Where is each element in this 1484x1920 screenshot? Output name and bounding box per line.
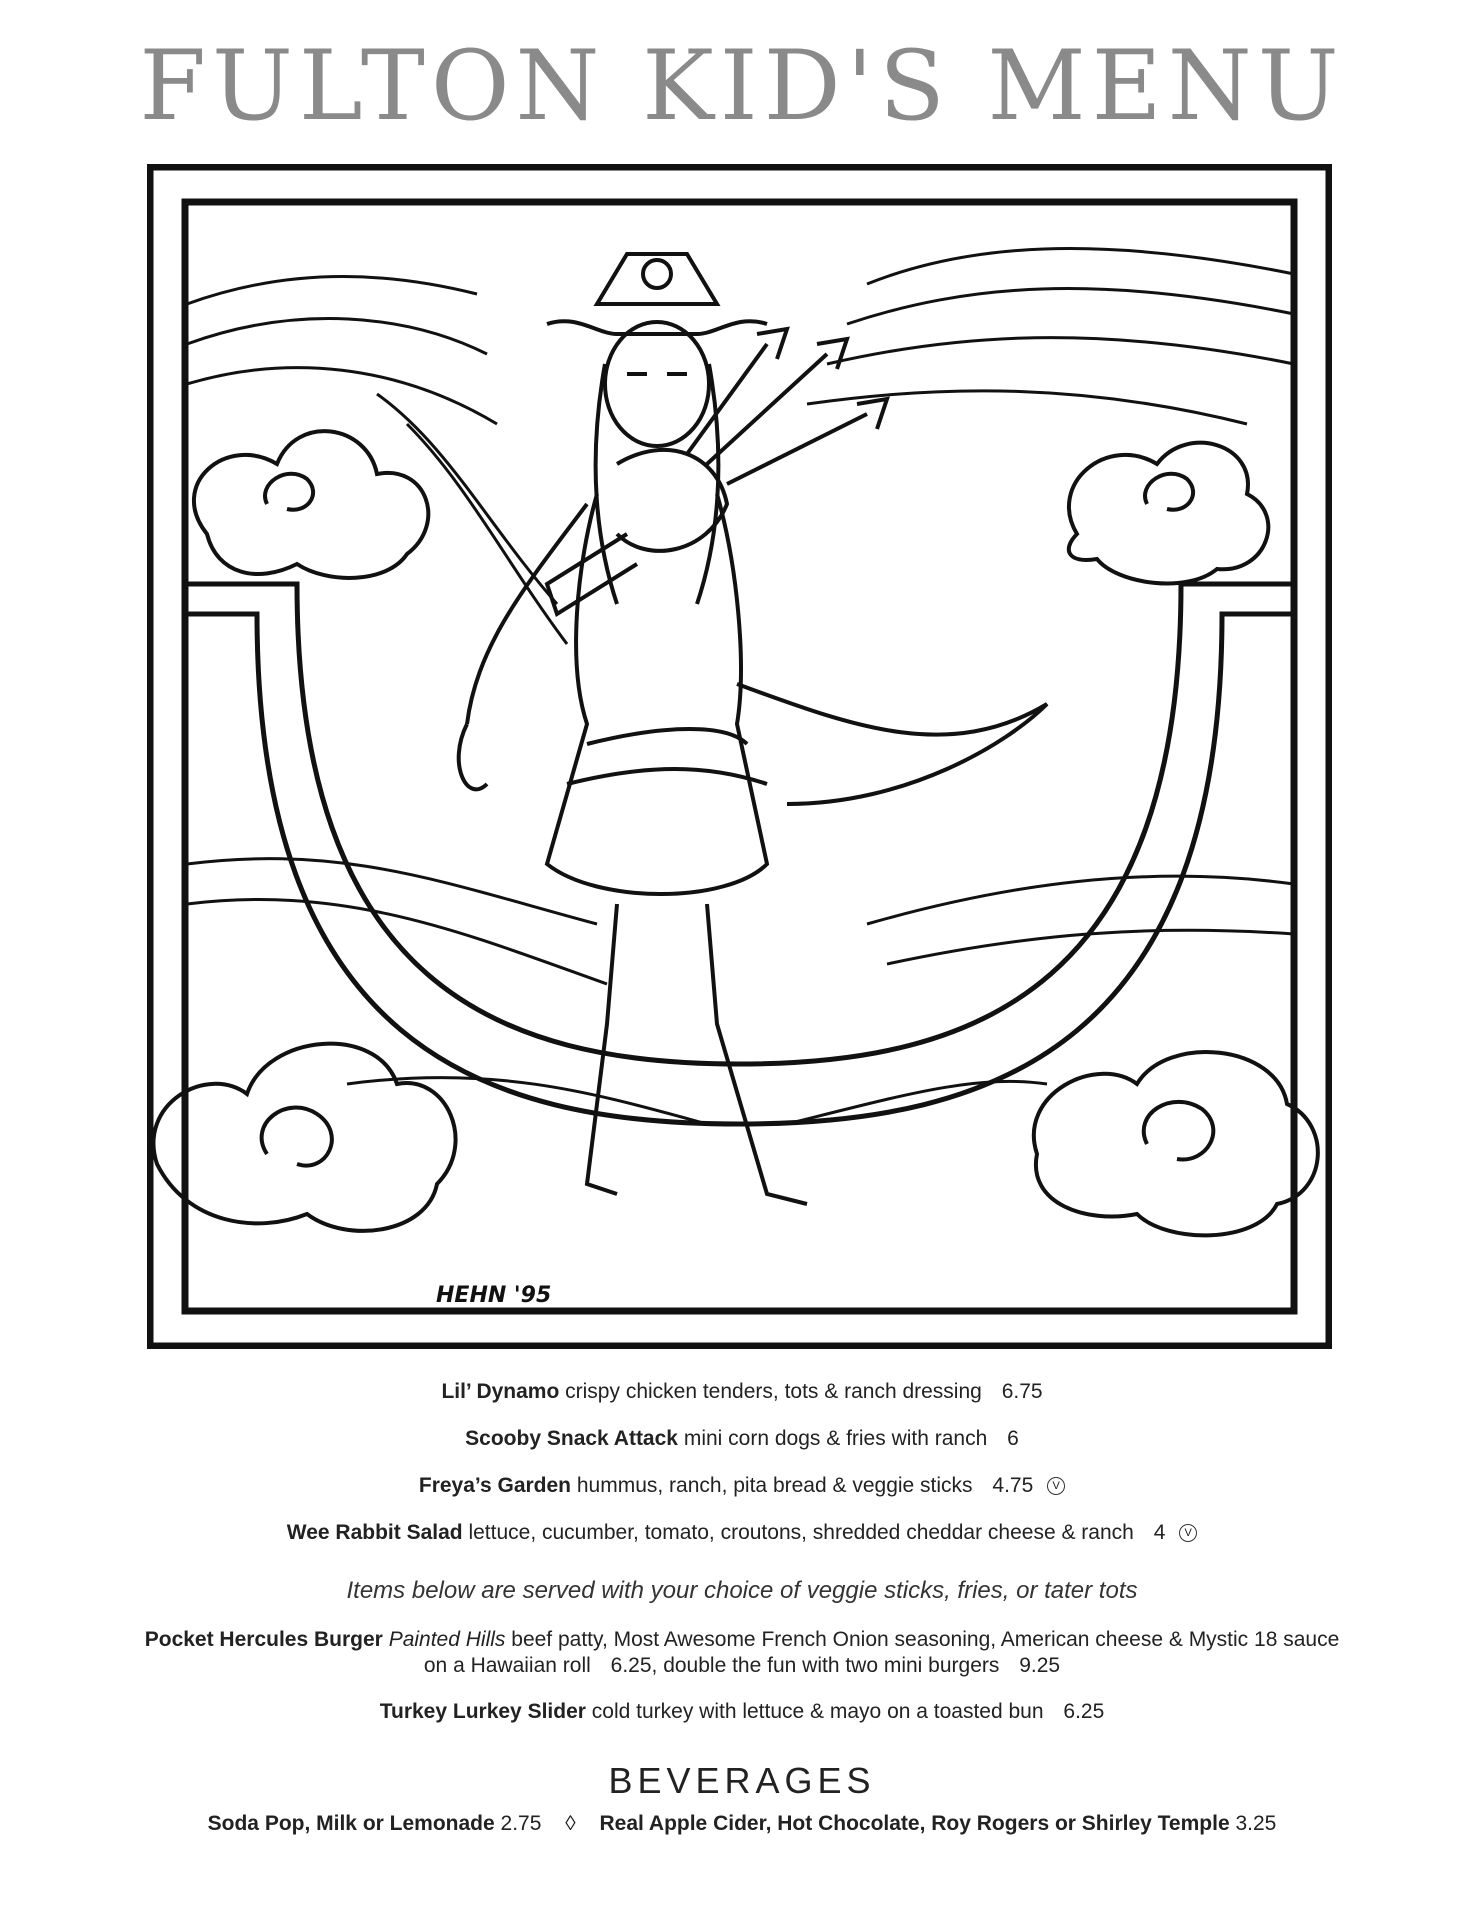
item-name: Wee Rabbit Salad [286,1521,463,1544]
vegetarian-icon: V [1179,1524,1197,1542]
item-name: Lil’ Dynamo [441,1380,560,1403]
menu-item-burger [40,1627,1444,1679]
illustration-svg [147,164,1332,1349]
menu-item [40,1378,1444,1406]
item-desc-line2: on a Hawaiian roll [423,1654,591,1677]
item-desc: mini corn dogs & fries with ranch [683,1427,988,1450]
item-price: 6 [1007,1427,1019,1450]
beverage-price-1: 2.75 [500,1812,542,1835]
vegetarian-icon: V [1047,1477,1065,1495]
item-desc: beef patty, Most Awesome French Onion seasoning, American cheese & Mystic 18 sauce [511,1628,1340,1651]
item-extra: , double the fun with two mini burgers [651,1654,1000,1677]
item-name: Scooby Snack Attack [465,1427,678,1450]
sides-note: Items below are served with your choice of veggie sticks, fries, or tater tots [346,1577,1138,1604]
item-desc: lettuce, cucumber, tomato, croutons, shredded cheddar cheese & ranch [468,1521,1134,1544]
item-name: Pocket Hercules Burger [144,1628,383,1651]
beverage-group-1: Soda Pop, Milk or Lemonade [207,1812,495,1835]
item-name: Turkey Lurkey Slider [379,1700,586,1723]
diamond-separator-icon: ◊ [565,1812,576,1835]
item-desc: cold turkey with lettuce & mayo on a toasted bun [591,1700,1044,1723]
beverage-price-2: 3.25 [1235,1812,1277,1835]
beverage-group-2: Real Apple Cider, Hot Chocolate, Roy Rogers or Shirley Temple [599,1812,1230,1835]
menu-item [40,1472,1444,1500]
item-desc: crispy chicken tenders, tots & ranch dressing [565,1380,982,1403]
item-price: 4.75 [992,1474,1034,1497]
artist-signature: HEHN '95 [436,1283,552,1308]
item-price: 4 [1153,1521,1166,1544]
coloring-illustration [147,164,1332,1349]
menu-item-slider [40,1698,1444,1726]
item-extra-price: 9.25 [1019,1654,1061,1677]
brand-name: Painted Hills [388,1628,506,1651]
beverages-heading: BEVERAGES [608,1760,876,1801]
item-price: 6.25 [1063,1700,1105,1723]
item-desc: hummus, ranch, pita bread & veggie sticks [576,1474,973,1497]
menu-item [40,1519,1444,1547]
beverages-line [40,1812,1444,1836]
item-price: 6.25 [610,1654,652,1677]
menu-items [40,1378,1444,1836]
menu-title: FULTON KID'S MENU [139,30,1345,142]
item-name: Freya’s Garden [418,1474,572,1497]
menu-item [40,1425,1444,1453]
item-price: 6.75 [1001,1380,1043,1403]
